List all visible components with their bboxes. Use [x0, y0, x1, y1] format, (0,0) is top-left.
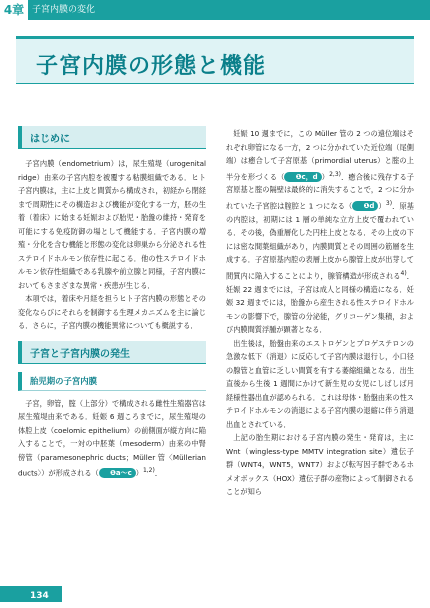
fetal-paragraph-end: ． — [154, 468, 163, 478]
right-p1-text-c: ．原基の内腔は，初期には 1 層の単純な立方上皮で覆われている．その後，偽重層化した円柱上皮となる．その上皮の下には密な間葉組織があり，内膜間質とその周囲の筋層を生成する．子宮原基内腔の表層上皮から腺管上皮が出芽して間質内に陥入することにより，腺管構造が形成される — [226, 201, 414, 281]
intro-paragraph-1: 子宮内膜（endometrium）は，尿生殖堤（urogenital ridge）由来の子宮内腔を被覆する粘膜組織である．ヒト子宮内膜は，主に上皮と間質から構成され，初経から閉経まで周期性にその構造および機能が変化する一方，胚の生着（着床）に始まる妊娠および胎児・胎盤の維持・発育を可能にする免疫防御の場として機能する．子宮内膜の増殖・分化を含む機能と形態の変化は卵巣から分泌される性ステロイドホルモン依存性に起こる．他の性ステロイドホルモン依存性組織である乳腺や前立腺と同様，子宮内膜においてもさまざまな異常・疾患が生じる． — [18, 159, 206, 290]
chapter-header-bar — [0, 0, 430, 20]
section-heading-development — [18, 341, 206, 364]
citation-ref-3: 3) — [385, 199, 393, 207]
page-title: 子宮内膜の形態と機能 — [36, 54, 267, 79]
figure-reference-2: ❶c，d — [284, 172, 321, 182]
figure-reference-1: ❶a～c — [99, 468, 136, 478]
section-heading-intro — [18, 126, 206, 149]
citation-ref-4: 4) — [400, 269, 407, 277]
title-band — [16, 36, 414, 84]
right-paragraph-3: 上記の胎生期における子宮内膜の発生・発育は，主に Wnt（wingless-type MMTV integration site）遺伝子群（WNT4，WNT5，WNT7）および転写因子群であるホメオボックス（HOX）遺伝子群の産物によって制御されることが知ら — [226, 433, 414, 497]
section-heading-development-text: 子宮と子宮内膜の発生 — [30, 348, 130, 360]
left-column — [18, 120, 206, 480]
citation-ref-2: 2,3) — [329, 170, 341, 178]
fetal-paragraph-text: 子宮，卵管，腟（上部分）で構成される雌性生殖器官は尿生殖堤由来である．妊娠 6 週ころまでに，尿生殖堤の体腔上皮（coelomic epithelium）の前側面が縦方向に陥入することで，一対の中胚葉（mesoderm）由来の中腎傍管（paramesonephric ducts；Müller 管〈Müllerian ducts〉）が形成される — [18, 398, 206, 478]
citation-ref: 1,2) — [142, 467, 155, 474]
chapter-title: 子宮内膜の変化 — [32, 5, 96, 15]
chapter-number: 4章 — [0, 0, 28, 20]
right-p1-text-a: 妊娠 10 週までに，この Müller 管の 2 つの遠位端はそれぞれ卵管になる一方，2 つに分かれていた近位端（尾側端）は癒合して子宮原基（primordial uterus）と腟の上半分を形づくる — [226, 129, 414, 181]
intro-paragraph-2: 本項では，着床や月経を担うヒト子宮内膜の形態とその変化ならびにそれらを制御する生理メカニズムを主に論じる．さらに，子宮内膜の機能異常についても概説する． — [18, 294, 206, 330]
right-p1-text-d: ．妊娠 22 週までには，子宮は成人と同様の構造になる．妊娠 32 週までには，胎盤から産生される性ステロイドホルモンの影響下で，腺管の分泌能，グリコーゲン集積，および内膜間質浮腫が顕著となる． — [226, 271, 414, 335]
figure-reference-3: ❶d — [352, 201, 378, 211]
fetal-paragraph-1: 子宮，卵管，腟（上部分）で構成される雌性生殖器官は尿生殖堤由来である．妊娠 6 週ころまでに，尿生殖堤の体腔上皮（coelomic epithelium）の前側面が縦方向に陥入することで，一対の中胚葉（mesoderm）由来の中腎傍管（paramesonephric ducts；Müller 管〈Müllerian ducts〉）が形成される（ ❶a～c ）$^{1,2)}$． — [18, 398, 206, 478]
right-paragraph-1: 妊娠 10 週までに，この Müller 管の 2 つの遠位端はそれぞれ卵管になる一方，2 つに分かれていた近位端（尾側端）は癒合して子宮原基（primordial uterus）と腟の上半分を形づくる（ ❶c，d ）$^{2,3)}$．癒合後に残存する子宮原基と腟の隔壁は最終的に消失することで，2 つに分かれていた子宮腔は腟腔と 1 つになる（ ❶d ）$^{3)}$．原基の内腔は，初期には 1 層の単純な立方上皮で覆われている．その後，偽重層化した円柱上皮となる．その上皮の下には密な間葉組織があり，内膜間質とその周囲の筋層を生成する．子宮原基内腔の表層上皮から腺管上皮が出芽して間質内に陥入することにより，腺管構造が形成される$^{4)}$．妊娠 22 週までには，子宮は成人と同様の構造になる．妊娠 32 週までには，胎盤から産生される性ステロイドホルモンの影響下で，腺管の分泌能，グリコーゲン集積，および内膜間質浮腫が顕著となる． — [226, 129, 414, 335]
right-paragraph-2: 出生後は，胎盤由来のエストロゲンとプロゲステロンの急激な低下（消退）に反応して子宮内膜は退行し，小口径の腺管と血管に乏しい間質を有する萎縮組織となる．出生直後から生後 1 週間にかけて新生児の女児にしばしば月経様性器出血が認められる．これは母体・胎盤由来の性ステロイドホルモンの消退による子宮内膜の退縮に伴う消退出血とされている． — [226, 338, 414, 429]
right-p1-text-b: ．癒合後に残存する子宮原基と腟の隔壁は最終的に消失することで，2 つに分かれていた子宮腔は腟腔と 1 つになる — [226, 171, 414, 211]
subsection-heading-fetal — [18, 372, 206, 391]
right-column — [226, 127, 414, 499]
subsection-heading-fetal-text: 胎児期の子宮内膜 — [30, 375, 97, 386]
section-heading-intro-text: はじめに — [30, 134, 70, 145]
page-number: 134 — [30, 591, 49, 601]
